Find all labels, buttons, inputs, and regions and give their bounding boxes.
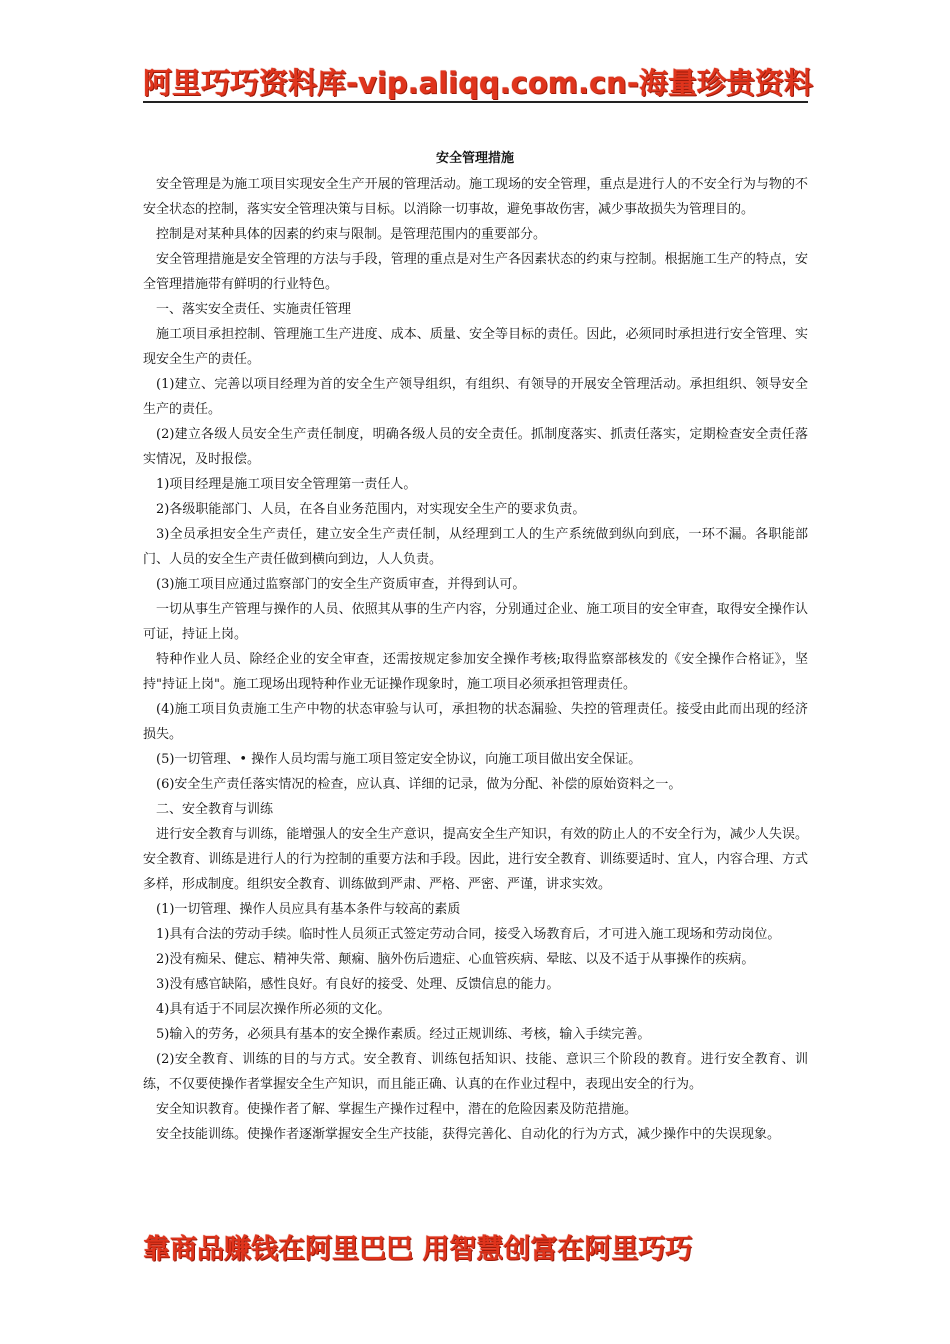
list-item: 1)项目经理是施工项目安全管理第一责任人。	[156, 477, 417, 492]
paragraph: (2)建立各级人员安全生产责任制度，明确各级人员的安全责任。抓制度落实、抓责任落实，定期检查安全责任落实情况，及时报偿。	[143, 427, 808, 467]
paragraph: (1)建立、完善以项目经理为首的安全生产领导组织，有组织、有领导的开展安全管理活动。承担组织、领导安全生产的责任。	[143, 377, 808, 417]
paragraph: 施工项目承担控制、管理施工生产进度、成本、质量、安全等目标的责任。因此，必须同时承担进行安全管理、实现安全生产的责任。	[143, 327, 808, 367]
list-item: 3)没有感官缺陷，感性良好。有良好的接受、处理、反馈信息的能力。	[156, 977, 560, 992]
section-heading: 一、落实安全责任、实施责任管理	[156, 302, 352, 317]
paragraph: 一切从事生产管理与操作的人员、依照其从事的生产内容，分别通过企业、施工项目的安全审查，取得安全操作认可证，持证上岗。	[143, 602, 808, 642]
document-body	[143, 172, 808, 1147]
paragraph: (3)施工项目应通过监察部门的安全生产资质审查，并得到认可。	[156, 577, 526, 592]
paragraph: (1)一切管理、操作人员应具有基本条件与较高的素质	[156, 902, 461, 917]
list-item: 5)输入的劳务，必须具有基本的安全操作素质。经过正规训练、考核，输入手续完善。	[156, 1027, 651, 1042]
paragraph: (4)施工项目负责施工生产中物的状态审验与认可，承担物的状态漏验、失控的管理责任。接受由此而出现的经济损失。	[143, 702, 808, 742]
section-heading: 二、安全教育与训练	[156, 802, 274, 817]
paragraph: 安全知识教育。使操作者了解、掌握生产操作过程中，潜在的危险因素及防范措施。	[156, 1102, 638, 1117]
paragraph: 安全管理措施是安全管理的方法与手段，管理的重点是对生产各因素状态的约束与控制。根据施工生产的特点，安全管理措施带有鲜明的行业特色。	[143, 252, 808, 292]
footer-banner: 靠商品赚钱在阿里巴巴 用智慧创富在阿里巧巧	[143, 1234, 693, 1265]
paragraph: 安全技能训练。使操作者逐渐掌握安全生产技能，获得完善化、自动化的行为方式，减少操作中的失误现象。	[156, 1127, 781, 1142]
header-banner: 阿里巧巧资料库-vip.aliqq.com.cn-海量珍贵资料	[143, 66, 813, 100]
paragraph: (5)一切管理、• 操作人员均需与施工项目签定安全协议，向施工项目做出安全保证。	[156, 752, 642, 767]
list-item: 2)没有痴呆、健忘、精神失常、颠痫、脑外伤后遗症、心血管疾病、晕眩、以及不适于从事操作的疾病。	[156, 952, 755, 967]
paragraph: 安全管理是为施工项目实现安全生产开展的管理活动。施工现场的安全管理，重点是进行人的不安全行为与物的不安全状态的控制，落实安全管理决策与目标。以消除一切事故，避免事故伤害，减少事故损失为管理目的。	[143, 177, 808, 217]
list-item: 2)各级职能部门、人员，在各自业务范围内，对实现安全生产的要求负责。	[156, 502, 586, 517]
paragraph: 控制是对某种具体的因素的约束与限制。是管理范围内的重要部分。	[156, 227, 547, 242]
list-item: 1)具有合法的劳动手续。临时性人员须正式签定劳动合同，接受入场教育后，才可进入施工现场和劳动岗位。	[156, 927, 781, 942]
paragraph: 进行安全教育与训练，能增强人的安全生产意识，提高安全生产知识，有效的防止人的不安全行为，减少人失误。安全教育、训练是进行人的行为控制的重要方法和手段。因此，进行安全教育、训练要适时、宜人，内容合理、方式多样，形成制度。组织安全教育、训练做到严肃、严格、严密、严谨，讲求实效。	[143, 827, 808, 892]
document-title: 安全管理措施	[435, 151, 514, 166]
paragraph: (6)安全生产责任落实情况的检查，应认真、详细的记录，做为分配、补偿的原始资料之一。	[156, 777, 682, 792]
paragraph: 特种作业人员、除经企业的安全审查，还需按规定参加安全操作考核;取得监察部核发的《安全操作合格证》，坚持"持证上岗"。施工现场出现特种作业无证操作现象时，施工项目必须承担管理责任。	[143, 652, 808, 692]
list-item: 3)全员承担安全生产责任，建立安全生产责任制，从经理到工人的生产系统做到纵向到底，一环不漏。各职能部门、人员的安全生产责任做到横向到边，人人负责。	[143, 527, 808, 567]
paragraph: (2)安全教育、训练的目的与方式。安全教育、训练包括知识、技能、意识三个阶段的教育。进行安全教育、训练，不仅要使操作者掌握安全生产知识，而且能正确、认真的在作业过程中，表现出安全的行为。	[143, 1052, 808, 1092]
list-item: 4)具有适于不同层次操作所必须的文化。	[156, 1002, 391, 1017]
header-divider	[143, 101, 808, 103]
